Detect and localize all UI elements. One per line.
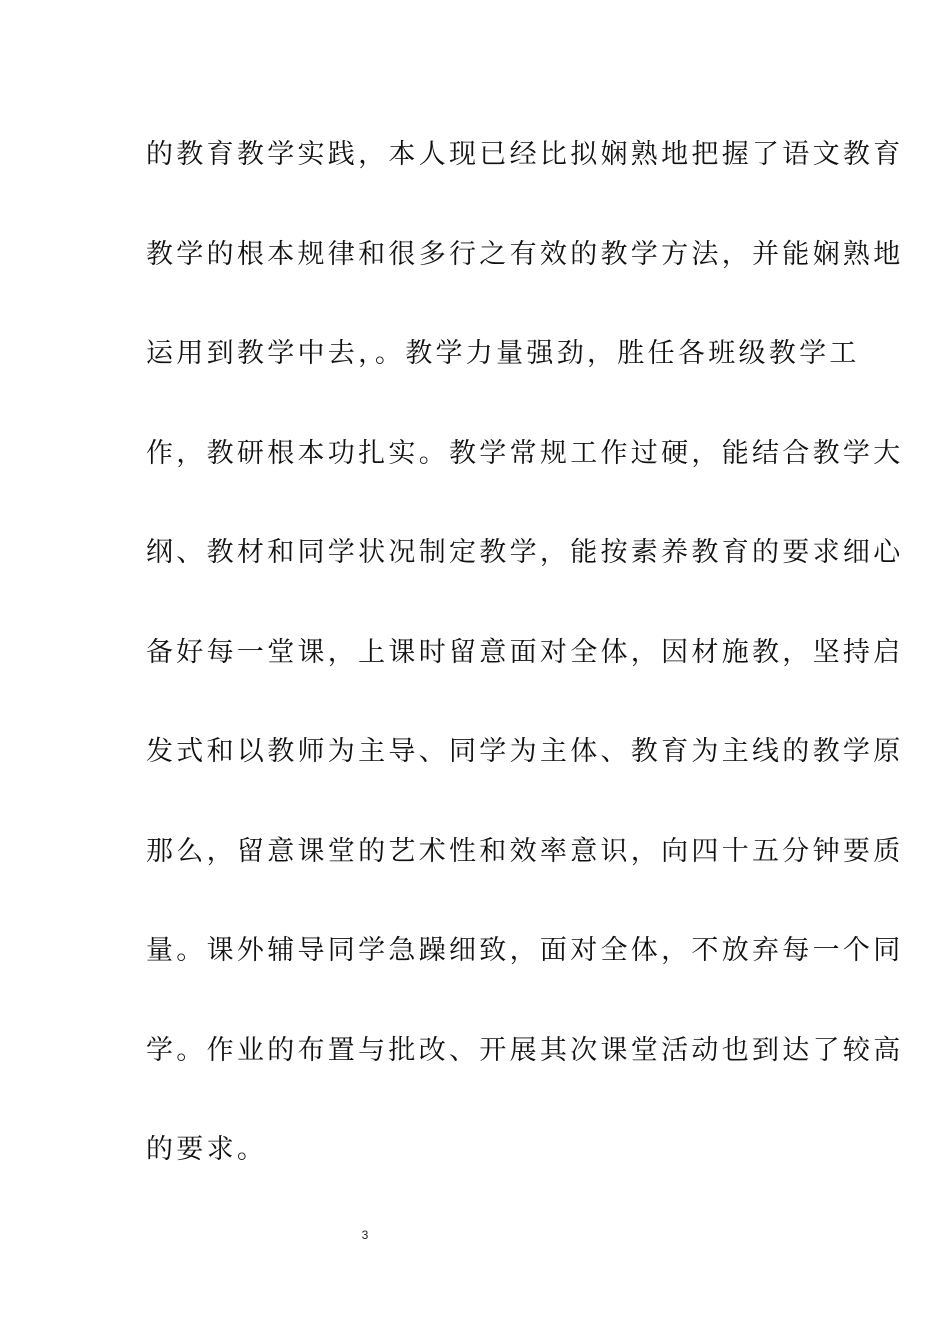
text-line: 那么，留意课堂的艺术性和效率意识，向四十五分钟要质 xyxy=(146,835,904,867)
page-number: 3 xyxy=(361,1228,369,1242)
text-line: 纲、教材和同学状况制定教学，能按素养教育的要求细心 xyxy=(146,537,904,568)
text-line: 备好每一堂课，上课时留意面对全体，因材施教，坚持启 xyxy=(146,636,904,668)
text-line: 量。课外辅导同学急躁细致，面对全体，不放弃每一个同 xyxy=(146,935,904,966)
text-line: 运用到教学中去，。教学力量强劲，胜任各班级教学工 xyxy=(146,338,860,369)
body-text xyxy=(146,130,904,1225)
text-line: 的要求。 xyxy=(146,1134,268,1165)
text-line: 教学的根本规律和很多行之有效的教学方法，并能娴熟地 xyxy=(146,238,904,270)
text-line: 学。作业的布置与批改、开展其次课堂活动也到达了较高 xyxy=(146,1034,904,1066)
text-line: 作，教研根本功扎实。教学常规工作过硬，能结合教学大 xyxy=(146,437,904,469)
text-line: 的教育教学实践，本人现已经比拟娴熟地把握了语文教育 xyxy=(146,139,904,170)
text-line: 发式和以教师为主导、同学为主体、教育为主线的教学原 xyxy=(146,736,904,767)
